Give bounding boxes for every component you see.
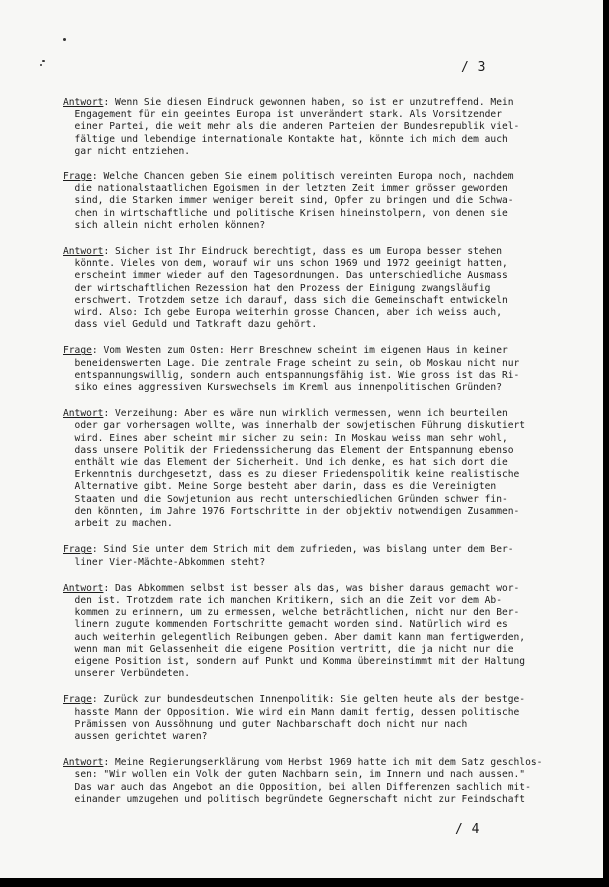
paragraph-line: erscheint immer wieder auf den Tagesordnungen. Das unterschiedliche Ausmass (63, 270, 508, 282)
paragraph-line: einer Partei, die weit mehr als die anderen Parteien der Bundesrepublik viel- (63, 121, 520, 133)
paragraph-line: aussen gerichtet waren? (63, 730, 208, 742)
scan-speck (63, 38, 66, 41)
paragraph-line: : Sicher ist Ihr Eindruck berechtigt, dass es um Europa besser stehen (103, 246, 502, 258)
interview-text (63, 97, 568, 806)
paragraph-line: auch weiterhin gelegentlich Reibungen geben. Aber damit kann man fertigwerden, (63, 631, 526, 643)
speaker-label: Frage (63, 171, 92, 183)
paragraph-line: Engagement für ein geeintes Europa ist unverändert stark. Als Vorsitzender (63, 109, 502, 121)
paragraph-line: wird. Eines aber scheint mir sicher zu sein: In Moskau weiss man sehr wohl, (63, 432, 508, 444)
paragraph-line: : Das Abkommen selbst ist besser als das, was bisher daraus gemacht wor- (103, 582, 520, 594)
paragraph-line: oder gar vorhersagen wollte, was innerhalb der sowjetischen Führung diskutiert (63, 420, 526, 432)
paragraph-line: enthält wie das Element der Sicherheit. Und ich denke, es hat sich dort die (63, 457, 508, 469)
paragraph-line: chen in wirtschaftliche und politische Krisen hineinstolpern, von denen sie (63, 207, 508, 219)
paragraph-line: : Meine Regierungserklärung vom Herbst 1969 hatte ich mit dem Satz geschlos- (103, 757, 543, 769)
question-paragraph (63, 694, 568, 743)
paragraph-line: beneidenswerten Lage. Die zentrale Frage scheint zu sein, ob Moskau nicht nur (63, 357, 520, 369)
paragraph-line: Das war auch das Angebot an die Opposition, bei allen Differenzen sachlich mit- (63, 781, 531, 793)
paragraph-line: die nationalstaatlichen Egoismen in der letzten Zeit immer grösser geworden (63, 183, 508, 195)
scan-border-bottom (0, 878, 609, 887)
speaker-label: Antwort (63, 97, 104, 108)
paragraph-line: den könnten, im Jahre 1976 Fortschritte in der objektiv notwendigen Zusammen- (63, 505, 520, 517)
paragraph-line: arbeit zu machen. (63, 518, 173, 530)
speaker-label: Antwort (63, 582, 104, 594)
paragraph-line: kommen zu erinnern, um zu ermessen, welche beträchtlichen, nicht nur den Ber- (63, 607, 520, 619)
question-paragraph (63, 345, 568, 394)
paragraph-line: sen: "Wir wollen ein Volk der guten Nachbarn sein, im Innern und nach aussen." (63, 769, 526, 781)
paragraph-line: unserer Verbündeten. (63, 668, 191, 680)
page-number-top: / 3 (461, 60, 486, 75)
speaker-label: Frage (63, 544, 92, 556)
paragraph-line: Prämissen von Aussöhnung und guter Nachbarschaft doch nicht nur nach (63, 718, 468, 730)
scan-border-right (603, 0, 609, 887)
speaker-label: Antwort (63, 408, 104, 420)
paragraph-line: dass unsere Politik der Friedenssicherung das Element der Entspannung ebenso (63, 444, 514, 456)
paragraph-line: wird. Also: Ich gebe Europa weiterhin grosse Chancen, aber ich weiss auch, (63, 307, 502, 319)
speaker-label: Frage (63, 345, 92, 357)
paragraph-line: Alternative gibt. Meine Sorge besteht aber darin, dass es die Vereinigten (63, 481, 497, 493)
scan-speck (40, 64, 42, 66)
paragraph-line: Staaten und die Sowjetunion aus recht unterschiedlichen Gründen schwer fin- (63, 493, 508, 505)
paragraph-line: : Zurück zur bundesdeutschen Innenpolitik: Sie gelten heute als der bestge- (91, 694, 526, 706)
paragraph-line: liner Vier-Mächte-Abkommen steht? (63, 556, 266, 568)
paragraph-line: : Wenn Sie diesen Eindruck gewonnen haben, so ist er unzutreffend. Mein (103, 97, 514, 108)
speaker-label: Antwort (63, 757, 104, 769)
paragraph-line: gar nicht entziehen. (63, 145, 191, 157)
paragraph-line: erschwert. Trotzdem setze ich darauf, dass sich die Gemeinschaft entwickeln (63, 294, 508, 306)
paragraph-line: sind, die Starken immer weniger bereit sind, Opfer zu bringen und die Schwa- (63, 195, 514, 207)
paragraph-line: fältige und lebendige internationale Kontakte hat, könnte ich mich dem auch (63, 133, 508, 145)
answer-paragraph (63, 408, 568, 530)
speaker-label: Antwort (63, 246, 104, 258)
paragraph-line: dass viel Geduld und Tatkraft dazu gehört. (63, 319, 318, 331)
paragraph-line: sich allein nicht erholen können? (63, 219, 266, 231)
paragraph-line: : Welche Chancen geben Sie einem politisch vereinten Europa noch, nachdem (91, 171, 514, 183)
answer-paragraph (63, 757, 568, 806)
answer-paragraph (63, 246, 568, 331)
answer-paragraph (63, 583, 568, 681)
page-number-bottom: / 4 (455, 822, 480, 837)
paragraph-line: : Sind Sie unter dem Strich mit dem zufrieden, was bislang unter dem Ber- (91, 544, 514, 556)
paragraph-line: wenn man mit Gelassenheit die eigene Position vertritt, die ja nicht nur die (63, 643, 514, 655)
paragraph-line: Erkenntnis durchgesetzt, dass es zu dieser Friedenspolitik keine realistische (63, 469, 520, 481)
paragraph-line: : Verzeihung: Aber es wäre nun wirklich vermessen, wenn ich beurteilen (103, 408, 508, 420)
answer-paragraph (63, 97, 568, 158)
speaker-label: Frage (63, 694, 92, 706)
scan-speck (42, 60, 45, 62)
question-paragraph (63, 171, 568, 232)
paragraph-line: könnte. Vieles von dem, worauf wir uns schon 1969 und 1972 geeinigt hatten, (63, 258, 508, 270)
paragraph-line: : Vom Westen zum Osten: Herr Breschnew scheint im eigenen Haus in keiner (91, 345, 508, 357)
paragraph-line: entspannungswillig, sondern auch entspannungsfähig ist. Wie gross ist das Ri- (63, 369, 520, 381)
question-paragraph (63, 544, 568, 568)
paragraph-line: hasste Mann der Opposition. Wie wird ein Mann damit fertig, dessen politische (63, 706, 520, 718)
paragraph-line: eigene Position ist, sondern auf Punkt und Komma übereinstimmt mit der Haltung (63, 655, 526, 667)
paragraph-line: einander umzugehen und politisch begründete Gegnerschaft nicht zur Feindschaft (63, 793, 526, 805)
paragraph-line: siko eines aggressiven Kurswechsels im Kreml aus innenpolitischen Gründen? (63, 382, 502, 394)
paragraph-line: den ist. Trotzdem rate ich manchen Kritikern, sich an die Zeit vor dem Ab- (63, 594, 502, 606)
paragraph-line: der wirtschaftlichen Rezession hat den Prozess der Einigung zwangsläufig (63, 282, 491, 294)
paragraph-line: linern zugute kommenden Fortschritte gemacht worden sind. Natürlich wird es (63, 619, 508, 631)
